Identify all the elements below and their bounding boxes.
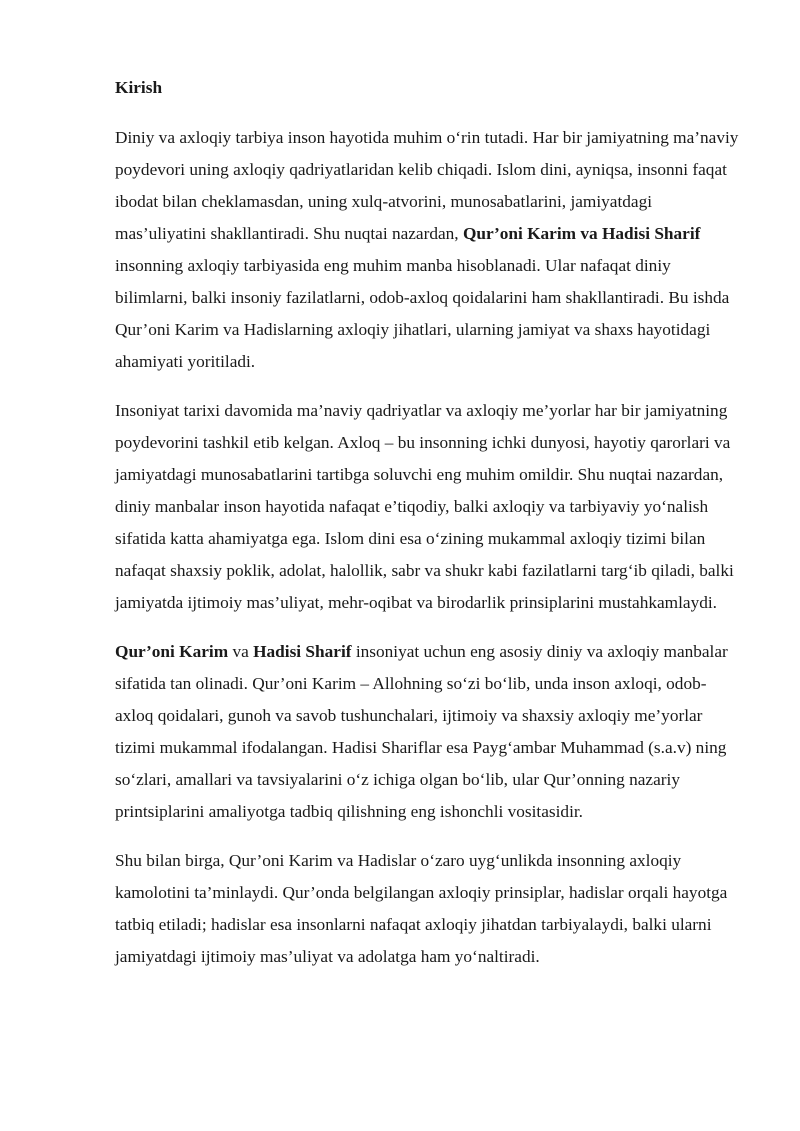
- paragraph-3-text: insoniyat uchun eng asosiy diniy va axloqiy manbalar sifatida tan olinadi. Qur’oni Karim – Allohning so‘zi bo‘lib, unda inson axloqi, odob-axloq qoidalari, gunoh va savob tushunchalari, ijtimoiy va shaxsiy axloqiy me’yorlar tizimi mukammal ifodalangan. Hadisi Shariflar esa Payg‘ambar Muhammad (s.a.v) ning so‘zlari, amallari va tavsiyalarini o‘z ichiga olgan bo‘lib, ular Qur’onning nazariy printsiplarini amaliyotga tadbiq qilishning eng ishonchli vositasidir.: [115, 642, 728, 821]
- paragraph-3-bold-hadis: Hadisi Sharif: [253, 642, 352, 661]
- paragraph-3-connector: va: [228, 642, 254, 661]
- paragraph-1-bold-phrase: Qur’oni Karim va Hadisi Sharif: [462, 224, 701, 243]
- paragraph-1-text-start: Diniy va axloqiy tarbiya inson hayotida muhim o‘rin tutadi. Har bir jamiyatning ma’naviy poydevori uning axloqiy qadriyatlaridan kelib chiqadi. Islom dini, ayniqsa, insonni faqat ibodat bilan cheklamasdan, uning xulq-atvorini, munosabatlarini, jamiyatdagi mas’uliyatini shakllantiradi. Shu nuqtai nazardan,: [115, 128, 739, 243]
- paragraph-4: Shu bilan birga, Qur’oni Karim va Hadislar o‘zaro uyg‘unlikda insonning axloqiy kamolotini ta’minlaydi. Qur’onda belgilangan axloqiy prinsiplar, hadislar orqali hayotga tatbiq etiladi; hadislar esa insonlarni nafaqat axloqiy jihatdan tarbiyalaydi, balki ularni jamiyatdagi ijtimoiy mas’uliyat va adolatga ham yo‘naltiradi.: [115, 851, 728, 966]
- paragraph-2: Insoniyat tarixi davomida ma’naviy qadriyatlar va axloqiy me’yorlar har bir jamiyatning poydevorini tashkil etib kelgan. Axloq – bu insonning ichki dunyosi, hayotiy qarorlari va jamiyatdagi munosabatlarini tartibga soluvchi eng muhim omildir. Shu nuqtai nazardan, diniy manbalar inson hayotida nafaqat e’tiqodiy, balki axloqiy va tarbiyaviy yo‘nalish sifatida katta ahamiyatga ega. Islom dini esa o‘zining mukammal axloqiy tizimi bilan nafaqat shaxsiy poklik, adolat, halollik, sabr va shukr kabi fazilatlarni targ‘ib qiladi, balki jamiyatda ijtimoiy mas’uliyat, mehr-oqibat va birodarlik prinsiplarini mustahkamlaydi.: [115, 401, 734, 612]
- section-heading: Kirish: [115, 78, 163, 97]
- paragraph-1-text-end: insonning axloqiy tarbiyasida eng muhim manba hisoblanadi. Ular nafaqat diniy bilimlarni, balki insoniy fazilatlarni, odob-axloq qoidalarini ham shakllantiradi. Bu ishda Qur’oni Karim va Hadislarning axloqiy jihatlari, ularning jamiyat va shaxs hayotidagi ahamiyati yoritiladi.: [115, 256, 730, 371]
- paragraph-3-bold-quran: Qur’oni Karim: [115, 642, 229, 661]
- paragraph-1: [115, 122, 740, 378]
- paragraph-3: [115, 636, 740, 828]
